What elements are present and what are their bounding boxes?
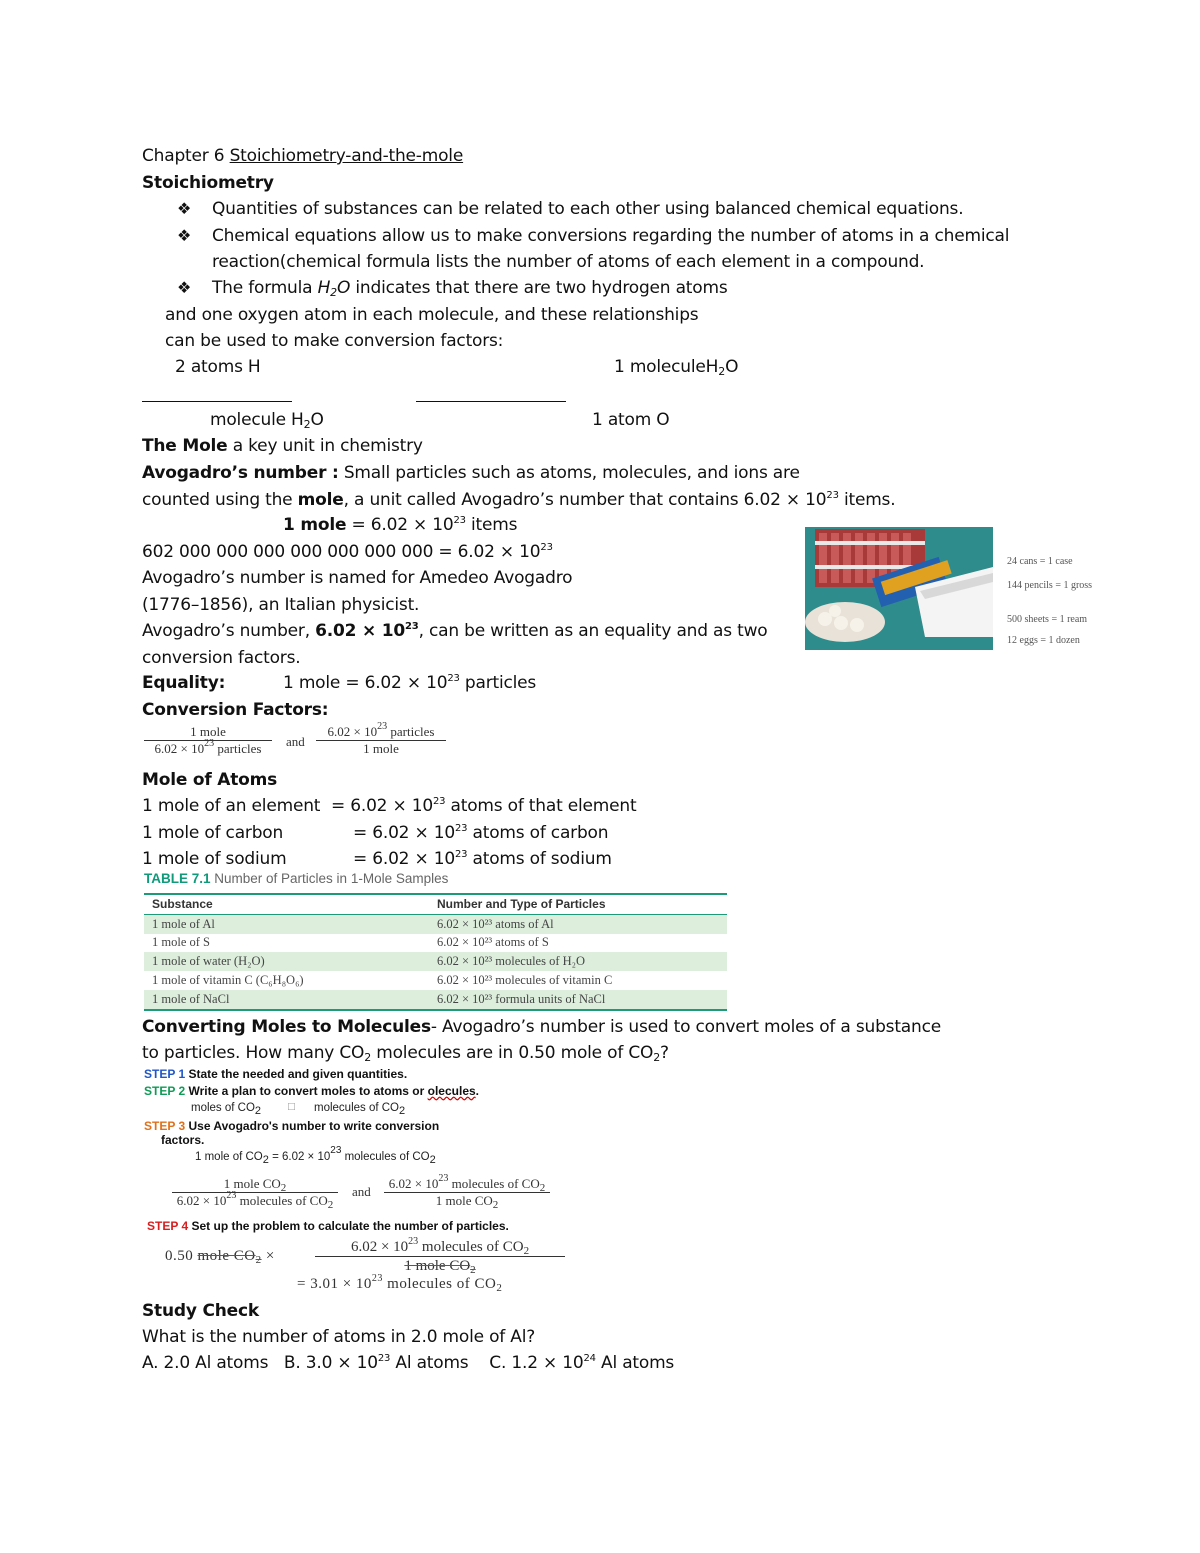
answer-b: B. $3.0 \times 10^{23}$ Al atoms (283, 1353, 469, 1373)
table-cell: 6.02 × 10²³ formula units of NaCl (437, 991, 606, 1006)
table-cell: 1 mole of S (152, 935, 210, 950)
conversion-factors-label: Conversion Factors: (142, 700, 329, 720)
counted-line: counted using the mole, a unit called Avogadro’s number that contains $6.02 \times 10^{23}$ items. (142, 490, 896, 510)
table-cell: 1 mole of Al (152, 916, 215, 931)
photo-label-pencils: 144 pencils = 1 gross (1007, 580, 1093, 591)
answer-c: C. $1.2 \times 10^{24}$ Al atoms (489, 1353, 675, 1373)
factor-image-2: $6.02 \times 10^{23}$ particles 1 mole (316, 724, 446, 757)
step-3-factor-1: 1 mole $CO_2$ $6.02 \times 10^{23}$ molecules of $CO_2$ (172, 1176, 338, 1209)
bullet-text-2: Chemical equations allow us to make conversions regarding the number of atoms in a chemical (212, 226, 1010, 246)
step-4: STEP 4 Set up the problem to calculate the number of particles. (147, 1219, 509, 1233)
equality-value: 1 mole = $6.02 \times 10^{23}$ particles (283, 673, 537, 693)
conv1-numerator: 2 atoms H (175, 357, 261, 377)
table-cell: 1 mole of vitamin C (C₆H₈O₆) (152, 973, 304, 988)
calc-given: 0.50 mole $CO_2$ × (165, 1248, 275, 1266)
equality-line: Equality: (142, 673, 226, 693)
calc-result: = $3.01 \times 10^{23}$ molecules of $CO_2$ (297, 1273, 503, 1294)
table-cell: 1 mole of NaCl (152, 991, 230, 1006)
step-3-factor-2: $6.02 \times 10^{23}$ molecules of $CO_2$ 1 mole $CO_2$ (384, 1176, 550, 1209)
table-header-substance: Substance (152, 897, 213, 912)
mole-of-atoms-title: Mole of Atoms (142, 770, 278, 790)
conv1-denominator: molecule $H_2O$ (210, 410, 324, 431)
avogadro-line: Avogadro’s number : Small particles such as atoms, molecules, and ions are (142, 463, 800, 483)
named-line-2: (1776–1856), an Italian physicist. (142, 595, 420, 615)
calc-factor: $6.02 \times 10^{23}$ molecules of $CO_2$ 1 mole $CO_2$ (315, 1238, 565, 1275)
diamond-bullet-icon: ❖ (177, 199, 192, 218)
study-check-answers (142, 1352, 674, 1374)
chapter-prefix: Chapter 6 (142, 146, 230, 166)
step-2: STEP 2 Write a plan to convert moles to atoms or olecules. (144, 1084, 480, 1098)
photo-label-sheets: 500 sheets = 1 ream (1007, 614, 1088, 625)
table-row (144, 952, 727, 971)
bullet-text-1: Quantities of substances can be related to each other using balanced chemical equations. (212, 199, 964, 219)
particles-table (144, 893, 727, 1011)
photo-label-eggs: 12 eggs = 1 dozen (1007, 635, 1080, 646)
factor-image-1: 1 mole $6.02 \times 10^{23}$ particles (144, 724, 272, 757)
step-1: STEP 1 State the needed and given quantities. (144, 1067, 408, 1081)
fraction-bar-2 (416, 401, 566, 402)
photo-label-cans: 24 cans = 1 case (1007, 556, 1073, 567)
bullet-text-2-cont: reaction(chemical formula lists the number of atoms of each element in a compound. (212, 252, 925, 272)
step-3-equality: 1 mole of $CO_2 = 6.02 \times 10^{23}$ molecules of $CO_2$ (195, 1145, 436, 1166)
h2o-formula: $H_2O$ (317, 278, 351, 299)
paragraph-line-2: can be used to make conversion factors: (165, 331, 504, 351)
fraction-bar-1 (142, 401, 292, 402)
table-header-particles: Number and Type of Particles (437, 897, 606, 912)
counting-units-photo (805, 527, 993, 650)
long-number-line: 602 000 000 000 000 000 000 $000 = 6.02 \times 10^{23}$ (142, 542, 553, 562)
one-mole-line: 1 mole = $6.02 \times 10^{23}$ items (283, 515, 518, 535)
step-3-cont: factors. (161, 1133, 205, 1147)
plan-arrow-icon: □ (288, 1101, 295, 1113)
step-3: STEP 3 Use Avogadro's number to write conversion (144, 1119, 440, 1133)
chapter-link[interactable]: Stoichiometry-and-the-mole (229, 146, 464, 166)
mole-atoms-row-1-left: 1 mole of an element (142, 796, 321, 816)
table-cell: 6.02 × 10²³ molecules of H₂O (437, 954, 586, 969)
conv2-denominator: 1 atom O (592, 410, 670, 430)
step-3-and: and (352, 1184, 371, 1199)
table-row (144, 971, 727, 990)
study-check-title: Study Check (142, 1301, 259, 1321)
mole-atoms-row-3-left: 1 mole of sodium (142, 849, 287, 869)
table-cell: 6.02 × 10²³ atoms of S (437, 935, 549, 950)
named-line-1: Avogadro’s number is named for Amedeo Avogadro (142, 568, 573, 588)
section-title-stoichiometry: Stoichiometry (142, 173, 274, 193)
table-row (144, 915, 727, 934)
diamond-bullet-icon: ❖ (177, 226, 192, 245)
chapter-heading (142, 145, 463, 167)
table-title: TABLE 7.1 Number of Particles in 1-Mole Samples (144, 871, 449, 886)
answer-a: A. 2.0 Al atoms (142, 1353, 269, 1373)
table-row (144, 990, 727, 1009)
bullet-text-3: The formula $H_2O$ indicates that there are two hydrogen atoms (212, 278, 728, 299)
factor-and: and (286, 734, 305, 749)
mole-atoms-row-2-left: 1 mole of carbon (142, 823, 284, 843)
study-check-question: What is the number of atoms in 2.0 mole of Al? (142, 1327, 536, 1347)
step-2-plan-left: moles of $CO_2$ (191, 1102, 262, 1117)
table-cell: 6.02 × 10²³ molecules of vitamin C (437, 973, 613, 988)
table-cell: 1 mole of water (H₂O) (152, 954, 265, 969)
mole-heading: The Mole a key unit in chemistry (142, 436, 423, 456)
mole-atoms-row-1-right: = $6.02 \times 10^{23}$ atoms of that element (331, 796, 637, 816)
paragraph-line-1: and one oxygen atom in each molecule, and these relationships (165, 305, 699, 325)
table-row (144, 934, 727, 953)
equality-intro-line-2: conversion factors. (142, 648, 301, 668)
table-header-row (144, 895, 727, 915)
equality-intro-line: Avogadro’s number, $6.02 \times 10^{23}$, can be written as an equality and as two (142, 621, 768, 641)
mole-atoms-row-3-right: = $6.02 \times 10^{23}$ atoms of sodium (353, 849, 612, 869)
converting-heading: Converting Moles to Molecules- Avogadro’s number is used to convert moles of a substance (142, 1017, 941, 1037)
conv2-numerator: 1 moleculeH$_2$O (614, 357, 739, 378)
mole-atoms-row-2-right: = $6.02 \times 10^{23}$ atoms of carbon (353, 823, 609, 843)
table-cell: 6.02 × 10²³ atoms of Al (437, 916, 554, 931)
converting-question: to particles. How many $CO_2$ molecules are in 0.50 mole of $CO_2$? (142, 1043, 669, 1064)
diamond-bullet-icon: ❖ (177, 278, 192, 297)
step-2-plan-right: molecules of $CO_2$ (314, 1102, 406, 1117)
